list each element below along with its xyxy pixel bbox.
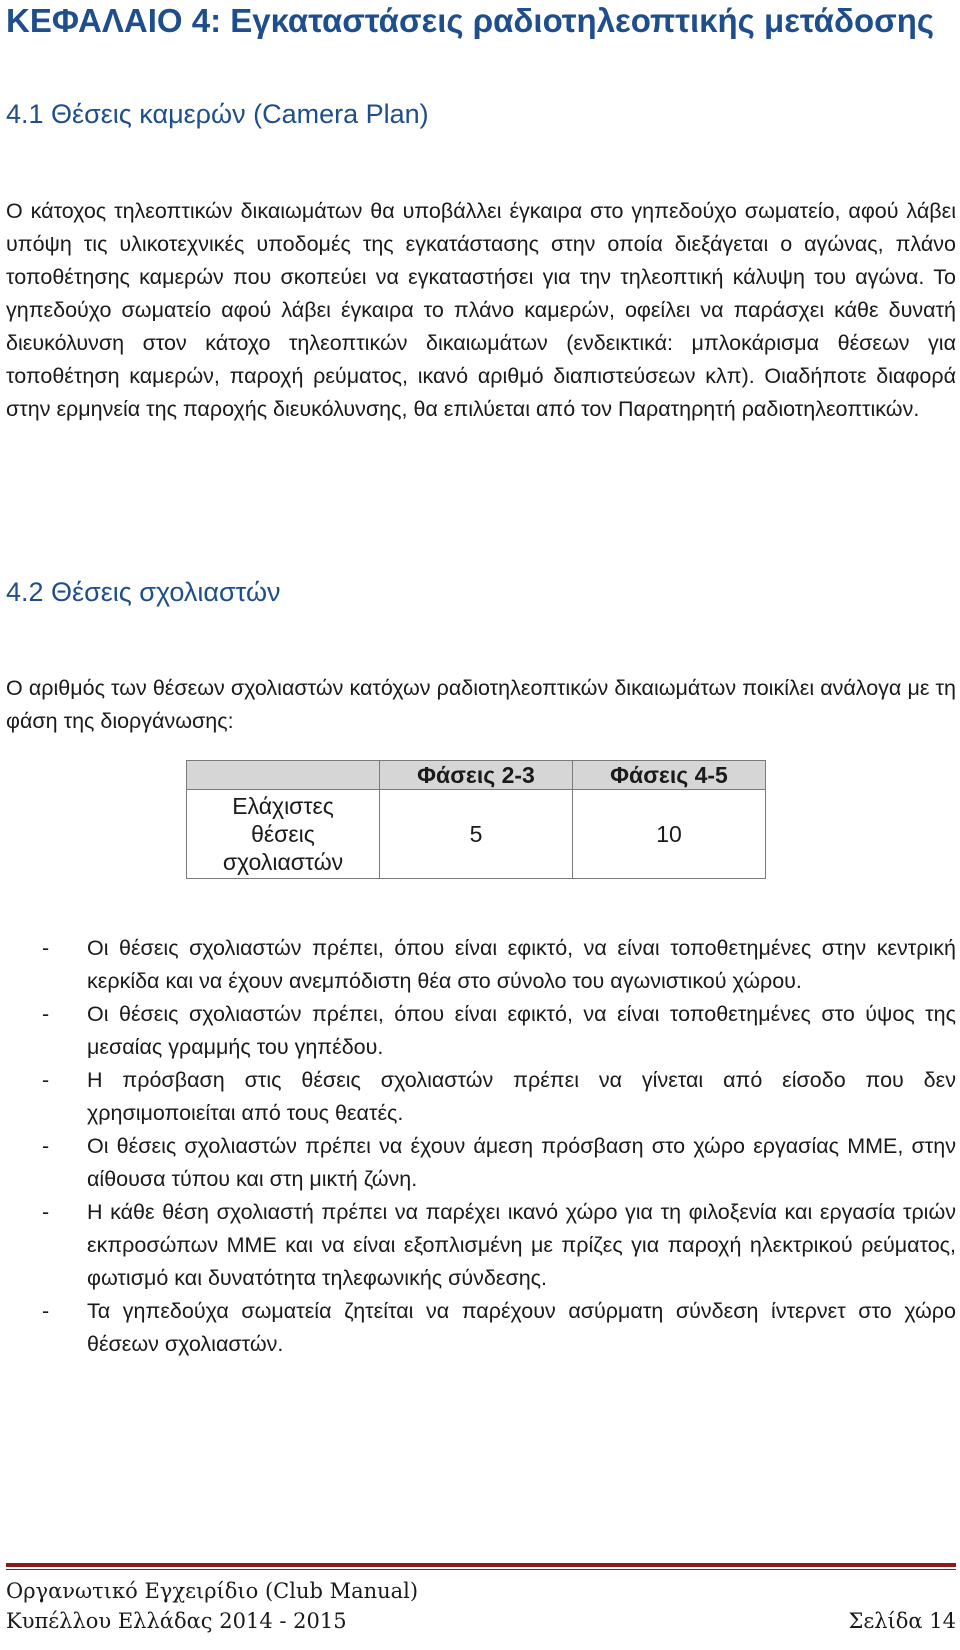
table-header-row [187, 761, 766, 790]
commentators-paragraph: Ο αριθμός των θέσεων σχολιαστών κατόχων ραδιοτηλεοπτικών δικαιωμάτων ποικίλει ανάλογα με τη φάση της διοργάνωσης: [6, 676, 956, 733]
commentator-positions-table [186, 760, 766, 879]
bullet-dash: - [42, 1002, 50, 1026]
table-cell-phases-2-3: 5 [380, 790, 573, 879]
footer-line-manual [6, 1577, 956, 1605]
row-label-line: θέσεις [251, 821, 315, 847]
footer-divider-thick [6, 1563, 956, 1567]
footer-line-cup [6, 1607, 956, 1635]
table-row [187, 790, 766, 879]
bullet-dash: - [42, 1200, 50, 1224]
table-cell-phases-4-5: 10 [573, 790, 766, 879]
list-item-text: Οι θέσεις σχολιαστών πρέπει, όπου είναι εφικτό, να είναι τοποθετημένες στο ύψος της μεσαίας γραμμής του γηπέδου. [87, 1002, 956, 1059]
list-item [6, 1196, 956, 1295]
list-item-text: Τα γηπεδούχα σωματεία ζητείται να παρέχουν ασύρματη σύνδεση ίντερνετ στο χώρο θέσεων σχολιαστών. [87, 1299, 956, 1356]
table-row-label [187, 790, 380, 879]
footer-divider-thin [6, 1569, 956, 1570]
table-corner-cell [187, 761, 380, 790]
list-item [6, 1064, 956, 1130]
list-item [6, 1130, 956, 1196]
table-header-phases-2-3: Φάσεις 2-3 [380, 761, 573, 790]
list-item [6, 1295, 956, 1361]
list-item-text: Η κάθε θέση σχολιαστή πρέπει να παρέχει ικανό χώρο για τη φιλοξενία και εργασία τριών εκπροσώπων ΜΜΕ και να είναι εξοπλισμένη με πρίζες για παροχή ηλεκτρικού ρεύματος, φωτισμό και δυνατότητα τηλεφωνικής σύνδεσης. [87, 1200, 956, 1290]
page-number: Σελίδα 14 [848, 1609, 956, 1633]
bullet-dash: - [42, 936, 50, 960]
list-item-text: Οι θέσεις σχολιαστών πρέπει να έχουν άμεση πρόσβαση στο χώρο εργασίας ΜΜΕ, στην αίθουσα τύπου και στη μικτή ζώνη. [87, 1134, 956, 1191]
row-label-line: σχολιαστών [222, 849, 344, 875]
section-heading-camera-plan: 4.1 Θέσεις καμερών (Camera Plan) [6, 99, 429, 129]
commentator-requirements-list [6, 932, 956, 1361]
list-item-text: Οι θέσεις σχολιαστών πρέπει, όπου είναι εφικτό, να είναι τοποθετημένες στην κεντρική κερκίδα και να έχουν ανεμπόδιστη θέα στο σύνολο του αγωνιστικού χώρου. [87, 936, 956, 993]
section-heading-commentators: 4.2 Θέσεις σχολιαστών [6, 577, 281, 607]
bullet-dash: - [42, 1299, 50, 1323]
bullet-dash: - [42, 1134, 50, 1158]
chapter-title: ΚΕΦΑΛΑΙΟ 4: Εγκαταστάσεις ραδιοτηλεοπτικής μετάδοσης [6, 2, 935, 39]
list-item-text: Η πρόσβαση στις θέσεις σχολιαστών πρέπει να γίνεται από είσοδο που δεν χρησιμοποιείται από τους θεατές. [87, 1068, 956, 1125]
list-item [6, 932, 956, 998]
row-label-line: Ελάχιστες [232, 793, 334, 819]
footer-cup-season: Κυπέλλου Ελλάδας 2014 - 2015 [6, 1609, 347, 1633]
list-item [6, 998, 956, 1064]
bullet-dash: - [42, 1068, 50, 1092]
footer-manual-title: Οργανωτικό Εγχειρίδιο (Club Manual) [6, 1579, 419, 1603]
camera-plan-paragraph: Ο κάτοχος τηλεοπτικών δικαιωμάτων θα υποβάλλει έγκαιρα στο γηπεδούχο σωματείο, αφού λάβει υπόψη τις υλικοτεχνικές υποδομές της εγκατάστασης στην οποία διεξάγεται ο αγώνας, πλάνο τοποθέτησης καμερών που σκοπεύει να εγκαταστήσει για την τηλεοπτική κάλυψη του αγώνα. Το γηπεδούχο σωματείο αφού λάβει έγκαιρα το πλάνο καμερών, οφείλει να παράσχει κάθε δυνατή διευκόλυνση στον κάτοχο τηλεοπτικών δικαιωμάτων (ενδεικτικά: μπλοκάρισμα θέσεων για τοποθέτηση καμερών, παροχή ρεύματος, ικανό αριθμό διαπιστεύσεων κλπ). Οιαδήποτε διαφορά στην ερμηνεία της παροχής διευκόλυνσης, θα επιλύεται από τον Παρατηρητή ραδιοτηλεοπτικών. [6, 199, 956, 421]
table-header-phases-4-5: Φάσεις 4-5 [573, 761, 766, 790]
